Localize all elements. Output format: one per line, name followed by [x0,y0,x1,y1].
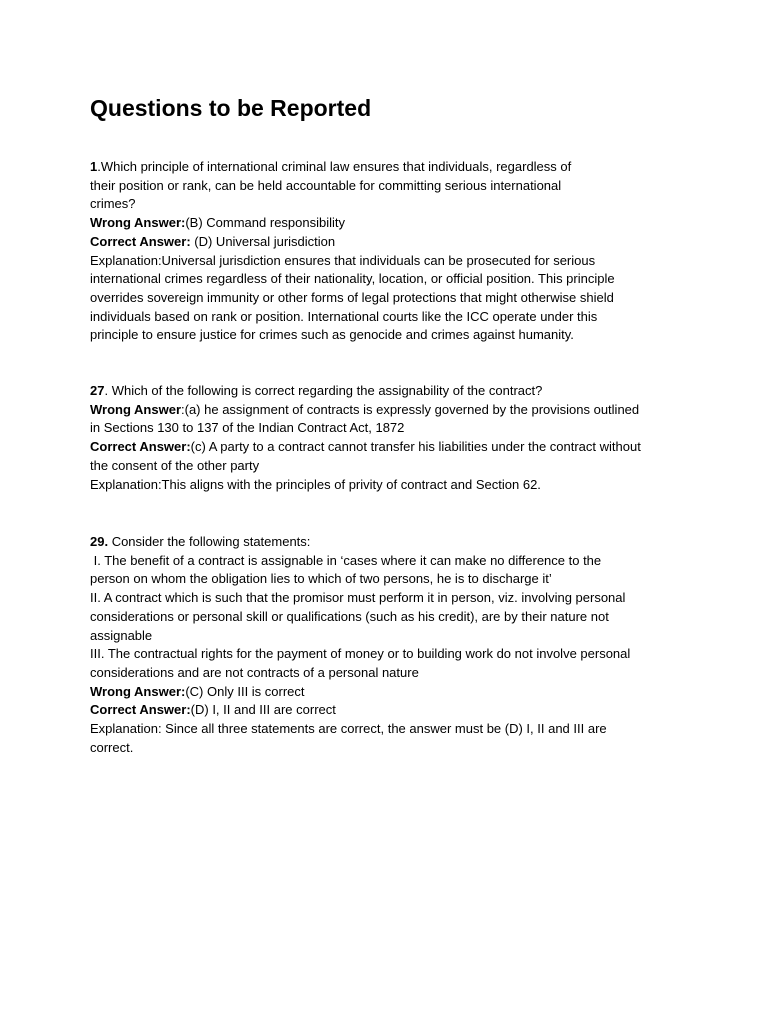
correct-answer [90,438,641,457]
question-1-block [90,158,615,345]
explanation-line: correct. [90,739,134,755]
wrong-answer-text: (C) Only III is correct [185,683,305,699]
statement-line: person on whom the obligation lies to which of two persons, he is to discharge it’ [90,571,552,587]
question-number: 1 [90,159,98,174]
correct-answer-label: Correct Answer: [90,702,191,718]
statement-line: assignable [90,627,153,643]
explanation-line: principle to ensure justice for crimes such as genocide and crimes against humanity. [90,327,574,343]
explanation-line: Explanation: Since all three statements are correct, the answer must be (D) I, II and III are [90,721,607,737]
correct-answer-label: Correct Answer: [90,439,191,455]
question-1-text: 1.Which principle of international criminal law ensures that individuals, regardless of [90,159,572,174]
question-number: 27 [90,383,105,398]
question-1-text-line: crimes? [90,196,136,212]
statement-line: considerations or personal skill or qualifications (such as his credit), are by their nature not [90,608,609,624]
wrong-answer-label: Wrong Answer [90,401,182,417]
explanation-line: international crimes regardless of their nationality, location, or official position. This principle [90,271,615,287]
explanation-line: Explanation:This aligns with the principles of privity of contract and Section 62. [90,476,541,492]
statement-line: II. A contract which is such that the promisor must perform it in person, viz. involving personal [90,590,626,606]
wrong-answer-label: Wrong Answer: [90,683,186,699]
wrong-answer [90,401,641,420]
wrong-answer-text: (B) Command responsibility [185,215,346,231]
correct-answer [90,701,630,720]
statement-line: III. The contractual rights for the payment of money or to building work do not involve personal [90,646,631,662]
question-1-text-line: their position or rank, can be held accountable for committing serious international [90,177,562,193]
question-27-block [90,382,641,494]
correct-answer [90,233,615,252]
wrong-answer [90,683,630,702]
question-27-text: 27. Which of the following is correct regarding the assignability of the contract? [90,383,543,398]
statement-line: considerations and are not contracts of a personal nature [90,664,419,680]
wrong-answer-label: Wrong Answer: [90,215,186,231]
wrong-answer-text-line: in Sections 130 to 137 of the Indian Contract Act, 1872 [90,420,405,436]
explanation-line: Explanation:Universal jurisdiction ensures that individuals can be prosecuted for serious [90,252,596,268]
explanation-line: overrides sovereign immunity or other forms of legal protections that might otherwise shield [90,289,614,305]
correct-answer-text-line: the consent of the other party [90,457,260,473]
correct-answer-text: (D) I, II and III are correct [190,702,336,718]
page-title: Questions to be Reported [90,95,372,121]
explanation-line: individuals based on rank or position. International courts like the ICC operate under this [90,308,598,324]
correct-answer-label: Correct Answer: [90,233,191,249]
question-29-block [90,533,630,757]
correct-answer-text: (D) Universal jurisdiction [190,233,336,249]
correct-answer-text: (c) A party to a contract cannot transfer his liabilities under the contract without [190,439,641,455]
wrong-answer [90,214,615,233]
question-number: 29. [90,534,109,549]
statement-line: I. The benefit of a contract is assignable in ‘cases where it can make no difference to the [90,552,602,568]
question-29-text: 29. Consider the following statements: [90,534,311,549]
wrong-answer-text: :(a) he assignment of contracts is expressly governed by the provisions outlined [181,401,640,417]
